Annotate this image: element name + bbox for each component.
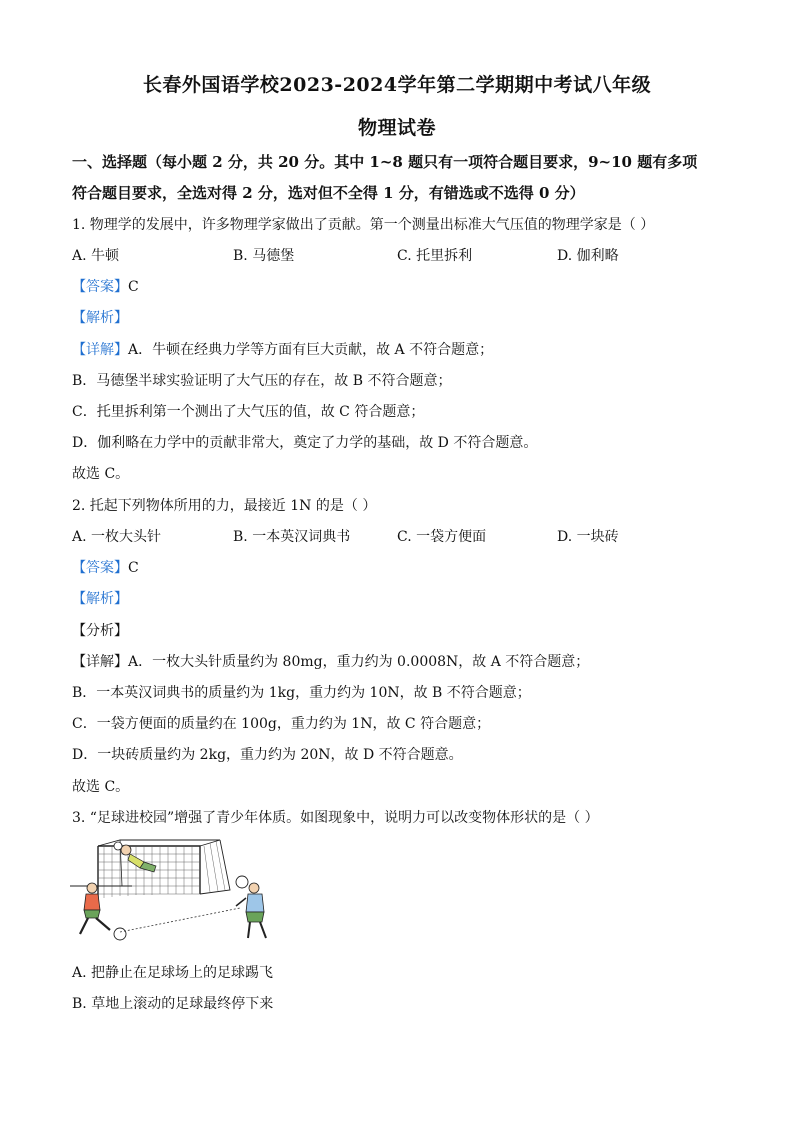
q2-answer xyxy=(72,557,139,577)
q2-option-b: B. 一本英汉词典书 xyxy=(233,529,351,545)
q2-detail-c: C．一袋方便面的质量约在 100g，重力约为 1N，故 C 符合题意； xyxy=(72,716,491,732)
q2-option-c: C. 一袋方便面 xyxy=(397,529,487,545)
q2-detail-a-text: A．一枚大头针质量约为 80mg，重力约为 0.0008N，故 A 不符合题意； xyxy=(128,654,590,670)
q1-option-a: A. 牛顿 xyxy=(72,248,120,264)
section-heading-line2: 符合题目要求，全选对得 2 分，选对但不全得 1 分，有错选或不选得 0 分） xyxy=(72,184,585,202)
q1-detail-a-text: A．牛顿在经典力学等方面有巨大贡献，故 A 不符合题意； xyxy=(128,342,494,358)
q1-answer-value: C xyxy=(128,279,139,295)
q1-option-d: D. 伽利略 xyxy=(557,248,619,264)
q1-answer xyxy=(72,276,139,296)
q2-stem: 2. 托起下列物体所用的力，最接近 1N 的是（ ） xyxy=(72,498,377,514)
q2-conclusion: 故选 C。 xyxy=(72,779,130,795)
fenxi-tag: 【分析】 xyxy=(72,623,128,639)
header-player-figure xyxy=(236,876,266,938)
q2-option-d: D. 一块砖 xyxy=(557,529,619,545)
q1-option-c: C. 托里拆利 xyxy=(397,248,473,264)
q3-stem: 3. “足球进校园”增强了青少年体质。如图现象中，说明力可以改变物体形状的是（ ） xyxy=(72,810,599,826)
analysis-tag: 【解析】 xyxy=(72,591,128,607)
q1-detail-c: C．托里拆利第一个测出了大气压的值，故 C 符合题意； xyxy=(72,404,425,420)
q2-analysis-label xyxy=(72,588,128,608)
answer-tag: 【答案】 xyxy=(72,279,128,295)
q2-detail-a xyxy=(72,651,589,671)
q2-fenxi-label xyxy=(72,620,128,640)
q1-option-b: B. 马德堡 xyxy=(233,248,295,264)
analysis-tag: 【解析】 xyxy=(72,310,128,326)
kicker-figure xyxy=(80,883,126,940)
exam-title: 长春外国语学校2023-2024学年第二学期期中考试八年级 xyxy=(142,74,652,96)
q1-analysis-label xyxy=(72,307,128,327)
q3-option-a: A. 把静止在足球场上的足球踢飞 xyxy=(72,965,274,981)
detail-tag: 【详解】 xyxy=(72,654,128,670)
detail-tag: 【详解】 xyxy=(72,342,128,358)
answer-tag: 【答案】 xyxy=(72,560,128,576)
ball-trajectory xyxy=(120,908,240,932)
q1-detail-a xyxy=(72,339,493,359)
q2-detail-b: B．一本英汉词典书的质量约为 1kg，重力约为 10N，故 B 不符合题意； xyxy=(72,685,531,701)
q2-answer-value: C xyxy=(128,560,139,576)
football-illustration xyxy=(70,838,280,944)
q1-conclusion: 故选 C。 xyxy=(72,466,130,482)
q1-detail-d: D．伽利略在力学中的贡献非常大，奠定了力学的基础，故 D 不符合题意。 xyxy=(72,435,538,451)
q2-detail-d: D．一块砖质量约为 2kg，重力约为 20N，故 D 不符合题意。 xyxy=(72,747,463,763)
exam-subtitle: 物理试卷 xyxy=(357,117,436,139)
q3-option-b: B. 草地上滚动的足球最终停下来 xyxy=(72,996,274,1012)
q2-option-a: A. 一枚大头针 xyxy=(72,529,162,545)
section-heading-line1: 一、选择题（每小题 2 分，共 20 分。其中 1~8 题只有一项符合题目要求，9~10 题有多项 xyxy=(72,153,698,171)
q1-detail-b: B．马德堡半球实验证明了大气压的存在，故 B 不符合题意； xyxy=(72,373,452,389)
q1-stem: 1. 物理学的发展中，许多物理学家做出了贡献。第一个测量出标准大气压值的物理学家是（ ） xyxy=(72,217,655,233)
